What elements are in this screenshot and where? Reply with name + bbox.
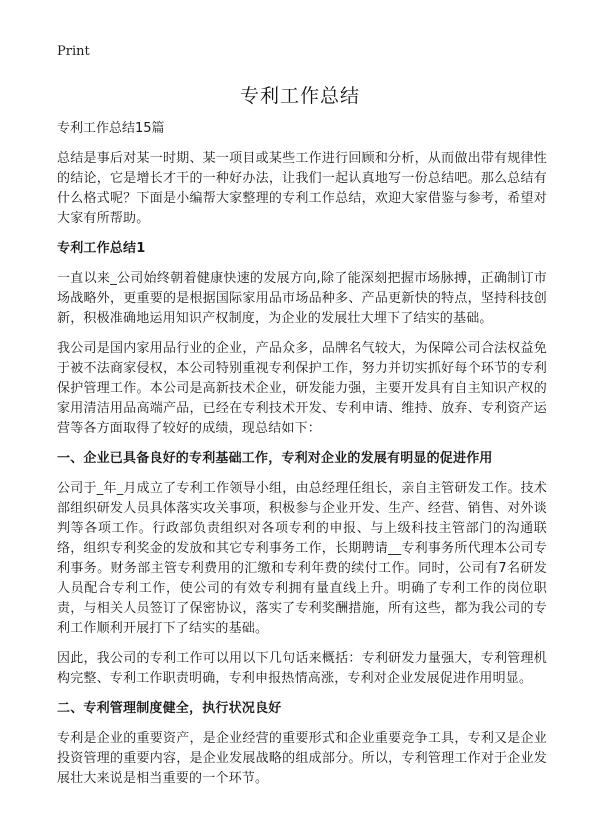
intro-paragraph: 总结是事后对某一时期、某一项目或某些工作进行回顾和分析，从而做出带有规律性的结论，它是增长才干的一种好办法，让我们一起认真地写一份总结吧。那么总结有什么格式呢？下面是小编帮大家整理的专利工作总结，欢迎大家借鉴与参考，希望对大家有所帮助。 <box>57 151 547 226</box>
paragraph: 我公司是国内家用品行业的企业，产品众多，品牌名气较大，为保障公司合法权益免于被不法商家侵权，本公司特别重视专利保护工作，努力并切实抓好每个环节的专利保护管理工作。本公司是高新技术企业，研发能力强，主要开发具有自主知识产权的家用清洁用品高端产品，已经在专利技术开发、专利申请、维持、放弃、专利资产运营等各方面取得了较好的成绩，现总结如下： <box>57 341 547 436</box>
section-heading-patent-foundation: 一、企业已具备良好的专利基础工作，专利对企业的发展有明显的促进作用 <box>57 451 493 466</box>
paragraph: 因此，我公司的专利工作可以用以下几句话来概括：专利研发力量强大，专利管理机构完整、专利工作职责明确，专利申报热情高涨，专利对企业发展促进作用明显。 <box>57 651 547 686</box>
section-heading-summary-1: 专利工作总结1 <box>57 241 146 256</box>
paragraph: 专利是企业的重要资产，是企业经营的重要形式和企业重要竞争工具，专利又是企业投资管理的重要内容，是企业发展战略的组成部分。所以，专利管理工作对于企业发展壮大来说是相当重要的一个环节。 <box>57 731 547 786</box>
document-subtitle: 专利工作总结15篇 <box>57 121 165 136</box>
paragraph: 一直以来_公司始终朝着健康快速的发展方向,除了能深刻把握市场脉搏，正确制订市场战略外，更重要的是根据国际家用品市场品种多、产品更新快的特点，坚持科技创新，积极准确地运用知识产权制度，为企业的发展壮大埋下了结实的基础。 <box>57 271 547 326</box>
page-title: 专利工作总结 <box>239 85 360 107</box>
section-heading-management-system: 二、专利管理制度健全，执行状况良好 <box>57 701 282 716</box>
paragraph: 公司于_年_月成立了专利工作领导小组，由总经理任组长，亲自主管研发工作。技术部组织研发人员具体落实攻关事项，积极参与企业开发、生产、经营、销售、对外谈判等各项工作。行政部负责组织对各项专利的申报、与上级科技主管部门的沟通联络，组织专利奖金的发放和其它专利事务工作，长期聘请__专利事务所代理本公司专利事务。财务部主管专利费用的汇缴和专利年费的续付工作。同时，公司有7名研发人员配合专利工作，使公司的有效专利拥有量直线上升。明确了专利工作的岗位职责，与相关人员签订了保密协议，落实了专利奖酬措施，所有这些，都为我公司的专利工作顺利开展打下了结实的基础。 <box>57 481 547 636</box>
document-body <box>57 119 547 799</box>
print-link[interactable]: Print <box>57 44 90 59</box>
